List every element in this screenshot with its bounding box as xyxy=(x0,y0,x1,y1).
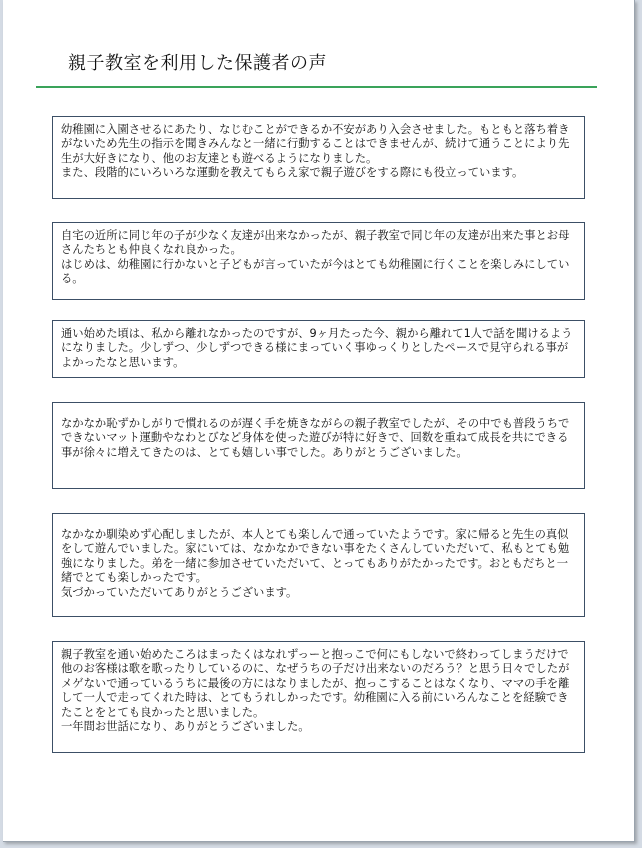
page-title: 親子教室を利用した保護者の声 xyxy=(68,53,327,74)
voice-paragraph: 通い始めた頃は、私から離れなかったのですが、9ヶ月たった今、親から離れて1人で話を聞けるようになりました。少しずつ、少しずつできる様にまっていく事ゆっくりとしたペースで見守られる事がよかったなと思います。 xyxy=(61,327,573,369)
voice-paragraph: 自宅の近所に同じ年の子が少なく友達が出来なかったが、親子教室で同じ年の友達が出来た事とお母さんたちとも仲良くなれ良かった。 xyxy=(61,229,570,257)
voice-box-6 xyxy=(52,641,585,753)
voice-box-5 xyxy=(52,513,585,617)
document-page xyxy=(3,0,635,842)
voice-paragraph: なかなか馴染めず心配しましたが、本人とても楽しんで通っていたようです。家に帰ると先生の真似をして遊んでいました。家にいては、なかなかできない事をたくさんしていただいて、私もとても勉強になりました。弟を一緒に参加させていただいて、とってもありがたかったです。おともだちと一緒でとても楽しかったです。 xyxy=(61,528,570,585)
voice-box-2 xyxy=(52,222,585,300)
voice-paragraph: はじめは、幼稚園に行かないと子どもが言っていたが今はとても幼稚園に行くことを楽しみにしている。 xyxy=(61,257,570,286)
voice-paragraph: なかなか恥ずかしがりで慣れるのが遅く手を焼きながらの親子教室でしたが、その中でも普段うちでできないマット運動やなわとびなど身体を使った遊びが特に好きで、回数を重ねて成長を共にできる事が徐々に増えてきたのは、とても嬉しい事でした。ありがとうございました。 xyxy=(61,417,570,459)
voice-paragraph: また、段階的にいろいろな運動を教えてもらえ家で親子遊びをする際にも役立っています。 xyxy=(61,166,524,180)
voice-paragraph: 一年間お世話になり、ありがとうございました。 xyxy=(61,720,310,734)
voice-paragraph: 気づかっていただいてありがとうございます。 xyxy=(61,585,298,599)
voice-paragraph: 幼稚園に入園させるにあたり、なじむことができるか不安があり入会させました。もともと落ち着きがないため先生の指示を聞きみんなと一緒に行動することはできませんが、続けて通うことにより先生が大好きになり、他のお友達とも遊べるようになりました。 xyxy=(61,123,570,165)
voice-box-4 xyxy=(52,402,585,489)
voice-box-3 xyxy=(52,320,585,378)
voice-box-1 xyxy=(52,116,585,199)
voice-paragraph: 親子教室を通い始めたころはまったくはなれずっーと抱っこで何にもしないで終わってしまうだけで他のお客様は歌を歌ったりしているのに、なぜうちの子だけ出来ないのだろう？と思う日々でしたがメゲないで通っているうちに最後の方にはなりましたが、抱っこすることはなくなり、ママの手を離して一人で走ってくれた時は、とてもうれしかったです。幼稚園に入る前にいろんなことを経験できたことをとても良かったと思いました。 xyxy=(61,648,570,719)
title-divider xyxy=(36,86,597,88)
